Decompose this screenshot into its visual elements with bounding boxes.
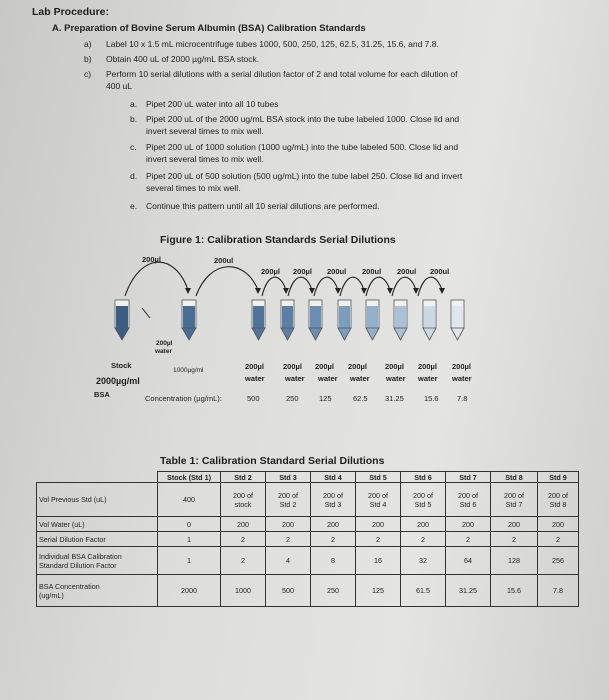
table-cell: 15.6 bbox=[491, 575, 538, 607]
table-cell: 200 bbox=[311, 517, 356, 532]
bottom-volume: 200µl bbox=[385, 362, 404, 371]
table-row bbox=[37, 547, 579, 575]
column-header: Std 4 bbox=[311, 472, 356, 483]
row-label: Individual BSA Calibration Standard Dilution Factor bbox=[37, 547, 158, 575]
step-text: Obtain 400 uL of 2000 µg/mL BSA stock. bbox=[106, 54, 260, 64]
concentration-value: 125 bbox=[319, 394, 332, 403]
bottom-water: water bbox=[452, 374, 472, 383]
table-title: Table 1: Calibration Standard Serial Dilutions bbox=[160, 455, 385, 467]
bottom-water: water bbox=[418, 374, 438, 383]
table-cell: 2 bbox=[538, 532, 579, 547]
table-cell: 2 bbox=[221, 532, 266, 547]
step-text: Label 10 x 1.5 mL microcentrifuge tubes 1000, 500, 250, 125, 62.5, 31.25, 15.6, and 7.8. bbox=[106, 39, 439, 49]
substep-marker: c. bbox=[130, 142, 137, 152]
table-cell: 200 bbox=[538, 517, 579, 532]
table-cell: 2 bbox=[266, 532, 311, 547]
row-label: Vol Previous Std (uL) bbox=[37, 483, 158, 517]
table-cell: 200 of stock bbox=[221, 483, 266, 517]
table-cell: 200 bbox=[221, 517, 266, 532]
table-cell: 200 of Std 8 bbox=[538, 483, 579, 517]
bottom-water: water bbox=[386, 374, 406, 383]
concentration-value: 250 bbox=[286, 394, 299, 403]
concentration-value: 15.6 bbox=[424, 394, 439, 403]
table-header-row bbox=[37, 472, 579, 483]
stock-name: BSA bbox=[94, 390, 110, 399]
column-header: Std 7 bbox=[446, 472, 491, 483]
concentration-value: 500 bbox=[247, 394, 260, 403]
table-cell: 2000 bbox=[158, 575, 221, 607]
table-cell: 1 bbox=[158, 547, 221, 575]
column-header: Std 2 bbox=[221, 472, 266, 483]
table-cell: 2 bbox=[311, 532, 356, 547]
column-header: Std 5 bbox=[356, 472, 401, 483]
transfer-label: 200ul bbox=[397, 267, 417, 276]
stock-label: Stock bbox=[111, 361, 132, 370]
substep-text: Continue this pattern until all 10 serial dilutions are performed. bbox=[146, 201, 380, 211]
table-cell: 2 bbox=[491, 532, 538, 547]
tube-500 bbox=[252, 300, 265, 340]
first-concentration: 1000µg/ml bbox=[173, 367, 204, 374]
table-row bbox=[37, 483, 579, 517]
tube-31-25 bbox=[366, 300, 379, 340]
table-cell: 1 bbox=[158, 532, 221, 547]
table-cell: 128 bbox=[491, 547, 538, 575]
table-cell: 2 bbox=[221, 547, 266, 575]
tube-62-5 bbox=[338, 300, 351, 340]
substep-text: Pipet 200 uL of 500 solution (500 ug/mL) into the tube label 250. Close lid and invert bbox=[146, 171, 463, 181]
table-cell: 2 bbox=[356, 532, 401, 547]
table-cell: 125 bbox=[356, 575, 401, 607]
transfer-label: 200ul bbox=[362, 267, 382, 276]
table-cell: 4 bbox=[266, 547, 311, 575]
table-cell: 200 bbox=[356, 517, 401, 532]
table-cell: 200 of Std 6 bbox=[446, 483, 491, 517]
section-heading: A. Preparation of Bovine Serum Albumin (BSA) Calibration Standards bbox=[52, 23, 366, 34]
table-cell: 200 of Std 4 bbox=[356, 483, 401, 517]
row-label: Serial Dilution Factor bbox=[37, 532, 158, 547]
step-text: Perform 10 serial dilutions with a serial dilution factor of 2 and total volume for each dilution of bbox=[106, 69, 458, 79]
table-cell: 2 bbox=[446, 532, 491, 547]
transfer-label: 200µl bbox=[293, 267, 312, 276]
figure-title: Figure 1: Calibration Standards Serial Dilutions bbox=[160, 234, 396, 246]
table-cell: 200 of Std 5 bbox=[401, 483, 446, 517]
transfer-label: 200µl bbox=[142, 255, 161, 264]
substep-text: Pipet 200 uL of 1000 solution (1000 ug/mL) into the tube labeled 500. Close lid and bbox=[146, 142, 459, 152]
row-label: Vol Water (uL) bbox=[37, 517, 158, 532]
table-cell: 200 of Std 3 bbox=[311, 483, 356, 517]
stock-tube bbox=[115, 300, 129, 340]
table-cell: 200 bbox=[266, 517, 311, 532]
column-header: Std 6 bbox=[401, 472, 446, 483]
step-marker: a) bbox=[84, 39, 92, 49]
step-marker: c) bbox=[84, 69, 92, 79]
bottom-volume: 200µl bbox=[245, 362, 264, 371]
substep-text: Pipet 200 uL of the 2000 ug/mL BSA stock into the tube labeled 1000. Close lid and bbox=[146, 114, 460, 124]
table-row bbox=[37, 575, 579, 607]
table-row bbox=[37, 532, 579, 547]
table-cell: 256 bbox=[538, 547, 579, 575]
water-label: 200µl bbox=[156, 340, 173, 347]
table-cell: 64 bbox=[446, 547, 491, 575]
column-header: Std 3 bbox=[266, 472, 311, 483]
bottom-volume: 200µl bbox=[452, 362, 471, 371]
concentration-value: 62.5 bbox=[353, 394, 368, 403]
table-row bbox=[37, 517, 579, 532]
table-cell: 200 of Std 7 bbox=[491, 483, 538, 517]
transfer-label: 200ul bbox=[430, 267, 450, 276]
row-label: BSA Concentration (ug/mL) bbox=[37, 575, 158, 607]
table-cell: 0 bbox=[158, 517, 221, 532]
table-cell: 61.5 bbox=[401, 575, 446, 607]
substep-marker: a. bbox=[130, 99, 138, 109]
bottom-volume: 200µl bbox=[283, 362, 302, 371]
tube-125 bbox=[309, 300, 322, 340]
water-label: water bbox=[155, 348, 172, 355]
substep-text: invert several times to mix well. bbox=[146, 154, 264, 164]
substep-marker: b. bbox=[130, 114, 138, 124]
concentration-label: Concentration (µg/mL): bbox=[145, 394, 222, 403]
tube-15-6 bbox=[394, 300, 407, 340]
table-cell: 200 of Std 2 bbox=[266, 483, 311, 517]
table-cell: 2 bbox=[401, 532, 446, 547]
table-cell: 31.25 bbox=[446, 575, 491, 607]
table-cell: 200 bbox=[446, 517, 491, 532]
table-cell: 250 bbox=[311, 575, 356, 607]
concentration-value: 31.25 bbox=[385, 394, 404, 403]
transfer-label: 200ul bbox=[214, 256, 234, 265]
tube-water bbox=[451, 300, 464, 340]
substep-text: invert several times to mix well. bbox=[146, 126, 264, 136]
table-cell: 200 bbox=[491, 517, 538, 532]
column-header: Stock (Std 1) bbox=[158, 472, 221, 483]
substep-marker: e. bbox=[130, 201, 138, 211]
substep-marker: d. bbox=[130, 171, 138, 181]
stock-concentration: 2000µg/ml bbox=[96, 376, 140, 386]
table-cell: 7.8 bbox=[538, 575, 579, 607]
bottom-volume: 200µl bbox=[348, 362, 367, 371]
procedure-title: Lab Procedure: bbox=[32, 6, 110, 18]
tube-250 bbox=[281, 300, 294, 340]
tube-1000 bbox=[182, 300, 196, 340]
table-cell: 1000 bbox=[221, 575, 266, 607]
transfer-label: 200µl bbox=[261, 267, 280, 276]
tube-7-8 bbox=[423, 300, 436, 340]
bottom-water: water bbox=[245, 374, 265, 383]
column-header: Std 9 bbox=[538, 472, 579, 483]
substep-text: Pipet 200 uL water into all 10 tubes bbox=[146, 99, 279, 109]
table-cell: 16 bbox=[356, 547, 401, 575]
concentration-value: 7.8 bbox=[457, 394, 468, 403]
bottom-volume: 200µl bbox=[418, 362, 437, 371]
table-cell: 32 bbox=[401, 547, 446, 575]
bottom-volume: 200µl bbox=[315, 362, 334, 371]
bottom-water: water bbox=[318, 374, 338, 383]
table-cell: 400 bbox=[158, 483, 221, 517]
table-cell: 8 bbox=[311, 547, 356, 575]
bottom-water: water bbox=[285, 374, 305, 383]
bottom-water: water bbox=[350, 374, 370, 383]
step-marker: b) bbox=[84, 54, 92, 64]
calibration-table bbox=[36, 471, 579, 607]
substep-text: several times to mix well. bbox=[146, 183, 241, 193]
column-header: Std 8 bbox=[491, 472, 538, 483]
transfer-label: 200ul bbox=[327, 267, 347, 276]
step-text-cont: 400 uL bbox=[106, 81, 132, 91]
table-cell: 200 bbox=[401, 517, 446, 532]
table-cell: 500 bbox=[266, 575, 311, 607]
